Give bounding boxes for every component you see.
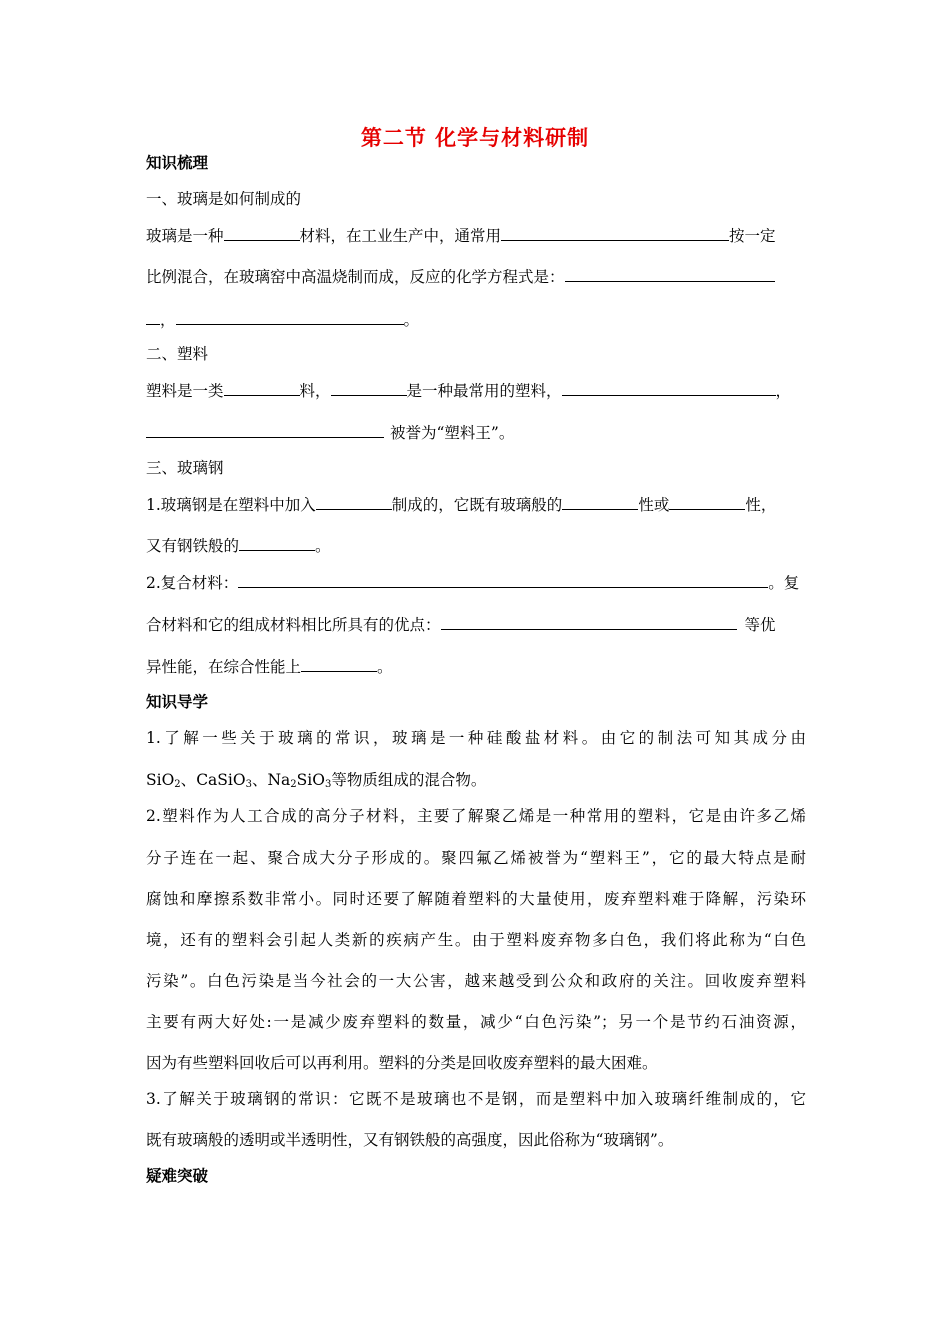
- composite-line-2: [146, 614, 776, 635]
- fiberglass-line-1: [146, 494, 776, 515]
- text: 是一种最常用的塑料，: [406, 382, 562, 400]
- subscript: 3: [324, 779, 332, 790]
- text: 等物质组成的混合物。: [331, 771, 487, 789]
- text: 1.玻璃钢是在塑料中加入: [146, 496, 316, 514]
- composite-line-3: [146, 656, 393, 677]
- text: 玻璃是一种: [146, 227, 224, 245]
- subheading-glass: 一、玻璃是如何制成的: [146, 190, 302, 208]
- subscript: 2: [174, 779, 181, 790]
- guide-line: 境，还有的塑料会引起人类新的疾病产生。由于塑料废弃物多白色，我们将此称为“白色: [146, 931, 806, 949]
- fill-blank[interactable]: [146, 422, 384, 438]
- text: 。: [377, 658, 393, 676]
- text: 。复: [768, 574, 800, 592]
- fill-blank[interactable]: [501, 225, 729, 241]
- glass-line-3: [146, 309, 419, 330]
- fill-blank[interactable]: [238, 572, 768, 588]
- guide-line: 既有玻璃般的透明或半透明性，又有钢铁般的高强度，因此俗称为“玻璃钢”。: [146, 1131, 674, 1149]
- fill-blank[interactable]: [562, 494, 638, 510]
- fill-blank[interactable]: [224, 225, 300, 241]
- guide-line: 3.了解关于玻璃钢的常识：它既不是玻璃也不是钢，而是塑料中加入玻璃纤维制成的，它: [146, 1090, 806, 1108]
- fiberglass-line-2: [146, 535, 331, 556]
- formula-text: SiO: [296, 771, 325, 789]
- fill-blank[interactable]: [146, 309, 160, 325]
- fill-blank[interactable]: [224, 380, 300, 396]
- guide-line: 1.了解一些关于玻璃的常识，玻璃是一种硅酸盐材料。由它的制法可知其成分由: [146, 729, 806, 747]
- guide-line: 主要有两大好处:一是减少废弃塑料的数量，减少“白色污染”；另一个是节约石油资源，: [146, 1013, 806, 1031]
- text: 塑料是一类: [146, 382, 224, 400]
- subheading-plastic: 二、塑料: [146, 345, 209, 363]
- subheading-fiberglass: 三、玻璃钢: [146, 459, 224, 477]
- section-heading-knowledge-review: 知识梳理: [146, 153, 209, 172]
- formula-text: CaSiO: [196, 771, 246, 789]
- separator: 、: [251, 771, 268, 789]
- fill-blank[interactable]: [239, 535, 315, 551]
- text: ，: [775, 382, 792, 400]
- formula-text: SiO: [146, 771, 175, 789]
- text: 异性能，在综合性能上: [146, 658, 302, 676]
- glass-line-1: [146, 225, 776, 246]
- text: 比例混合，在玻璃窑中高温烧制而成，反应的化学方程式是：: [146, 268, 565, 286]
- guide-line: 腐蚀和摩擦系数非常小。同时还要了解随着塑料的大量使用，废弃塑料难于降解，污染环: [146, 890, 806, 908]
- fill-blank[interactable]: [176, 309, 404, 325]
- fill-blank[interactable]: [565, 266, 775, 282]
- text: 制成的，它既有玻璃般的: [391, 496, 563, 514]
- fill-blank[interactable]: [441, 614, 737, 630]
- guide-line: 污染”。白色污染是当今社会的一大公害，越来越受到公众和政府的关注。回收废弃塑料: [146, 972, 806, 990]
- plastic-line-1: [146, 380, 791, 401]
- guide-line-formulas: [146, 770, 486, 790]
- formula-casio3: [196, 771, 252, 789]
- fill-blank[interactable]: [316, 494, 392, 510]
- text: 等优: [744, 616, 776, 634]
- subscript: 3: [245, 779, 252, 790]
- text: 2.复合材料：: [146, 574, 239, 592]
- text: 。: [315, 537, 331, 555]
- text: 材料，在工业生产中，通常用: [299, 227, 502, 245]
- text: ，: [160, 311, 176, 329]
- formula-sio2: [146, 771, 181, 789]
- page-title: 第二节 化学与材料研制: [360, 125, 590, 150]
- formula-text: Na: [267, 771, 291, 789]
- fill-blank[interactable]: [562, 380, 776, 396]
- text: 按一定: [729, 227, 776, 245]
- composite-line-1: [146, 572, 799, 593]
- fill-blank[interactable]: [331, 380, 407, 396]
- text: 料，: [299, 382, 331, 400]
- plastic-line-2: [146, 422, 514, 443]
- text: 。: [403, 311, 420, 329]
- guide-line: 因为有些塑料回收后可以再利用。塑料的分类是回收废弃塑料的最大困难。: [146, 1054, 658, 1072]
- text: 被誉为“塑料王”。: [390, 424, 515, 442]
- text: 合材料和它的组成材料相比所具有的优点：: [146, 616, 441, 634]
- text: 性，: [745, 496, 777, 514]
- fill-blank[interactable]: [669, 494, 745, 510]
- fill-blank[interactable]: [301, 656, 377, 672]
- guide-line: 分子连在一起、聚合成大分子形成的。聚四氟乙烯被誉为“塑料王”，它的最大特点是耐: [146, 849, 806, 867]
- text: 性或: [638, 496, 670, 514]
- formula-na2sio3: [267, 771, 331, 789]
- text: 又有钢铁般的: [146, 537, 240, 555]
- subscript: 2: [290, 779, 297, 790]
- separator: 、: [180, 771, 197, 789]
- glass-line-2: [146, 266, 775, 287]
- guide-line: 2.塑料作为人工合成的高分子材料，主要了解聚乙烯是一种常用的塑料，它是由许多乙烯: [146, 807, 806, 825]
- section-heading-knowledge-guide: 知识导学: [146, 692, 209, 711]
- section-heading-difficulties: 疑难突破: [146, 1166, 209, 1185]
